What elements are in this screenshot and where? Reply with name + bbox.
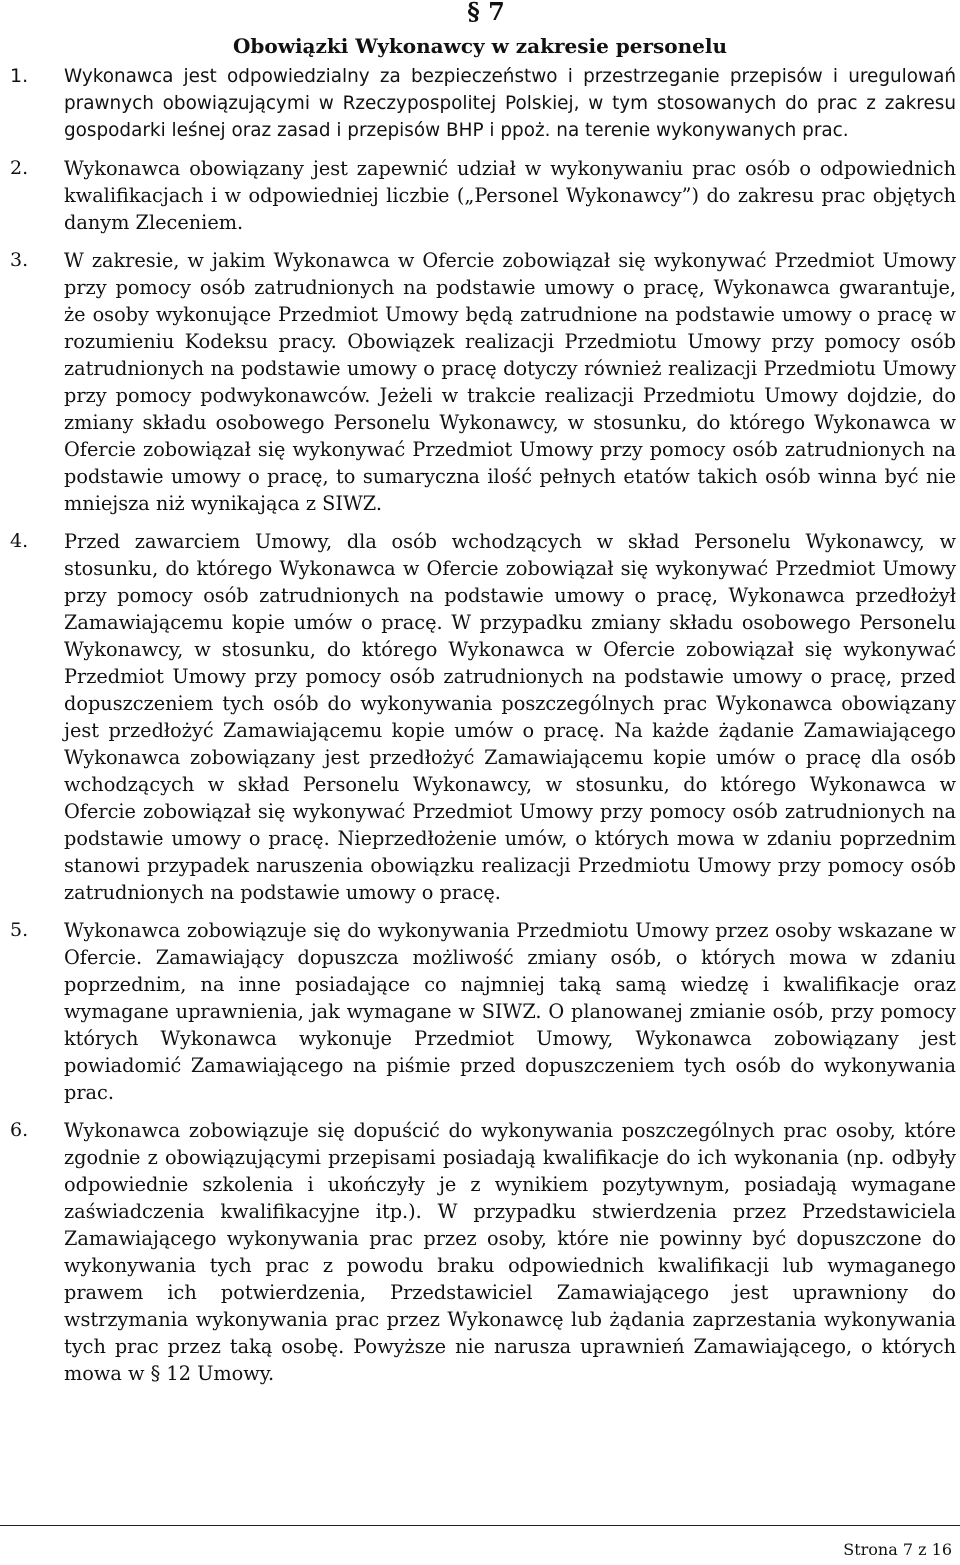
numbered-list [0, 63, 960, 1398]
list-item-text: Przed zawarciem Umowy, dla osób wchodzących w skład Personelu Wykonawcy, w stosunku, do którego Wykonawca w Ofercie zobowiązał się wykonywać Przedmiot Umowy przy pomocy osób zatrudnionych na podstawie umowy o pracę, Wykonawca przedłożył Zamawiającemu kopie umów o pracę. W przypadku zmiany składu osobowego Personelu Wykonawcy, w stosunku, do którego Wykonawca w Ofercie zobowiązał się wykonywać Przedmiot Umowy przy pomocy osób zatrudnionych na podstawie umowy o pracę, przed dopuszczeniem tych osób do wykonywania poszczególnych prac Wykonawca obowiązany jest przedłożyć Zamawiającemu kopie umów o pracę. Na każde żądanie Zamawiającego Wykonawca zobowiązany jest przedłożyć Zamawiającemu kopie umów o pracę dla osób wchodzących w skład Personelu Wykonawcy, w stosunku, do którego Wykonawca w Ofercie zobowiązał się wykonywać Przedmiot Umowy przy pomocy osób zatrudnionych na podstawie umowy o pracę. Nieprzedłożenie umów, o których mowa w zdaniu poprzednim stanowi przypadek naruszenia obowiązku realizacji Przedmiotu Umowy przy pomocy osób zatrudnionych na podstawie umowy o pracę. [64, 530, 956, 904]
section-title: Obowiązki Wykonawcy w zakresie personelu [232, 34, 728, 58]
list-item-number: 4. [10, 530, 29, 552]
list-item [0, 155, 960, 236]
list-item [0, 63, 960, 144]
list-item [0, 1117, 960, 1387]
list-item-number: 6. [10, 1119, 29, 1141]
list-item-text: Wykonawca zobowiązuje się dopuścić do wykonywania poszczególnych prac osoby, które zgodnie z obowiązującymi przepisami posiadają kwalifikacje do ich wykonania (np. odbyły odpowiednie szkolenia i ukończyły je z wynikiem pozytywnym, posiadają wymagane zaświadczenia kwalifikacyjne itp.). W przypadku stwierdzenia przez Przedstawiciela Zamawiającego wykonywania prac przez osoby, które nie powinny być dopuszczone do wykonywania tych prac z powodu braku odpowiednich kwalifikacji lub wymaganego prawem ich potwierdzenia, Przedstawiciel Zamawiającego jest uprawniony do wstrzymania wykonywania prac przez Wykonawcę lub żądania zaprzestania wykonywania tych prac przez taką osobę. Powyższe nie narusza uprawnień Zamawiającego, o których mowa w § 12 Umowy. [64, 1119, 956, 1385]
list-item [0, 247, 960, 517]
list-item-text: Wykonawca jest odpowiedzialny za bezpieczeństwo i przestrzeganie przepisów i uregulowań prawnych obowiązującymi w Rzeczypospolitej Polskiej, w tym stosowanych do prac z zakresu gospodarki leśnej oraz zasad i przepisów BHP i ppoż. na terenie wykonywanych prac. [64, 66, 956, 141]
list-item-text: Wykonawca obowiązany jest zapewnić udział w wykonywaniu prac osób o odpowiednich kwalifikacjach i w odpowiedniej liczbie („Personel Wykonawcy”) do zakresu prac objętych danym Zleceniem. [64, 157, 956, 234]
list-item-number: 3. [10, 249, 29, 271]
list-item-number: 2. [10, 157, 29, 179]
list-item [0, 528, 960, 906]
footer-divider [0, 1525, 960, 1526]
list-item-number: 1. [10, 65, 29, 87]
list-item-number: 5. [10, 919, 29, 941]
page-number: Strona 7 z 16 [843, 1540, 952, 1559]
list-item-text: W zakresie, w jakim Wykonawca w Ofercie zobowiązał się wykonywać Przedmiot Umowy przy pomocy osób zatrudnionych na podstawie umowy o pracę, Wykonawca gwarantuje, że osoby wykonujące Przedmiot Umowy będą zatrudnione na podstawie umowy o pracę w rozumieniu Kodeksu pracy. Obowiązek realizacji Przedmiotu Umowy przy pomocy osób zatrudnionych na podstawie umowy o pracę dotyczy również realizacji Przedmiotu Umowy przy pomocy podwykonawców. Jeżeli w trakcie realizacji Przedmiotu Umowy dojdzie, do zmiany składu osobowego Personelu Wykonawcy, w stosunku, do którego Wykonawca w Ofercie zobowiązał się wykonywać Przedmiot Umowy przy pomocy osób zatrudnionych na podstawie umowy o pracę, to sumaryczna ilość pełnych etatów takich osób winna być nie mniejsza niż wynikająca z SIWZ. [64, 249, 956, 515]
list-item-text: Wykonawca zobowiązuje się do wykonywania Przedmiotu Umowy przez osoby wskazane w Ofercie. Zamawiający dopuszcza możliwość zmiany osób, o których mowa w zdaniu poprzednim, na inne posiadające co najmniej taką samą wiedzę i kwalifikacje oraz wymagane uprawnienia, jak wymagane w SIWZ. O planowanej zmianie osób, przy pomocy których Wykonawca wykonuje Przedmiot Umowy, Wykonawca zobowiązany jest powiadomić Zamawiającego na piśmie przed dopuszczeniem tych osób do wykonywania prac. [64, 919, 956, 1104]
list-item [0, 917, 960, 1106]
section-number: § 7 [467, 0, 505, 26]
